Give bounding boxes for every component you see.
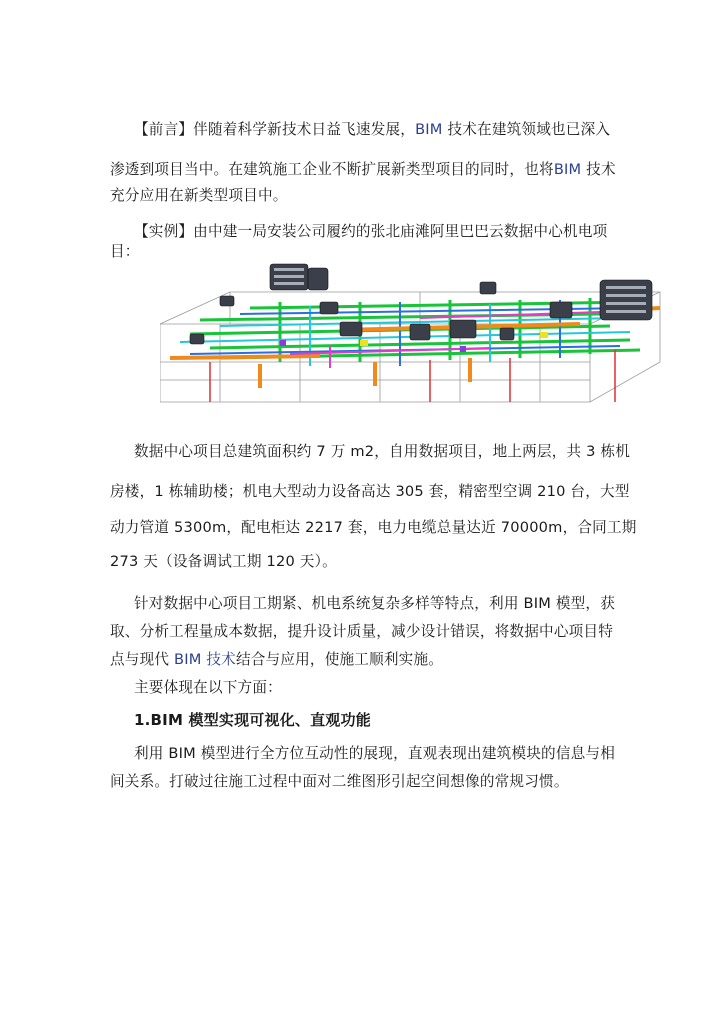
analysis-line-1: 针对数据中心项目工期紧、机电系统复杂多样等特点，利用 BIM 模型，获 [134,595,616,612]
intro-text: 技术 [581,161,616,178]
intro-line-1 [134,120,644,140]
intro-text: 【前言】伴随着科学新技术日益飞速发展， [134,121,416,138]
example-line-2: 目： [110,243,140,260]
stats-line-4: 273 天（设备调试工期 120 天）。 [110,553,337,570]
section-heading: 1.BIM 模型实现可视化、直观功能 [134,711,371,729]
bim-3d-mep-model [160,262,666,414]
intro-line-2 [110,160,620,180]
bim-tech-term: BIM 技术 [174,651,236,668]
analysis-text: 结合与应用，使施工顺利实施。 [235,651,444,668]
analysis-text: 点与现代 [110,651,175,668]
intro-text: 渗透到项目当中。在建筑施工企业不断扩展新类型项目的同时，也将 [110,161,554,178]
section1-line-1: 利用 BIM 模型进行全方位互动性的展现，直观表现出建筑模块的信息与相 [134,745,616,762]
stats-line-2: 房楼，1 栋辅助楼；机电大型动力设备高达 305 套，精密型空调 210 台，大型 [110,483,630,500]
analysis-line-3 [110,650,620,670]
example-line-1: 【实例】由中建一局安装公司履约的张北庙滩阿里巴巴云数据中心机电项 [134,223,608,240]
bim-model-image [160,262,666,414]
analysis-line-4: 主要体现在以下方面： [134,679,282,696]
intro-line-3: 充分应用在新类型项目中。 [110,187,288,204]
bim-term: BIM [415,121,443,138]
stats-line-1: 数据中心项目总建筑面积约 7 万 m2，自用数据项目，地上两层，共 3 栋机 [134,443,631,460]
analysis-line-2: 取、分析工程量成本数据，提升设计质量，减少设计错误，将数据中心项目特 [110,623,613,640]
intro-text: 技术在建筑领域也已深入 [442,121,611,138]
bim-term: BIM [553,161,582,178]
section1-line-2: 间关系。打破过往施工过程中面对二维图形引起空间想像的常规习惯。 [110,773,569,790]
stats-line-3: 动力管道 5300m，配电柜达 2217 套，电力电缆总量达近 70000m，合同工期 [110,519,637,536]
